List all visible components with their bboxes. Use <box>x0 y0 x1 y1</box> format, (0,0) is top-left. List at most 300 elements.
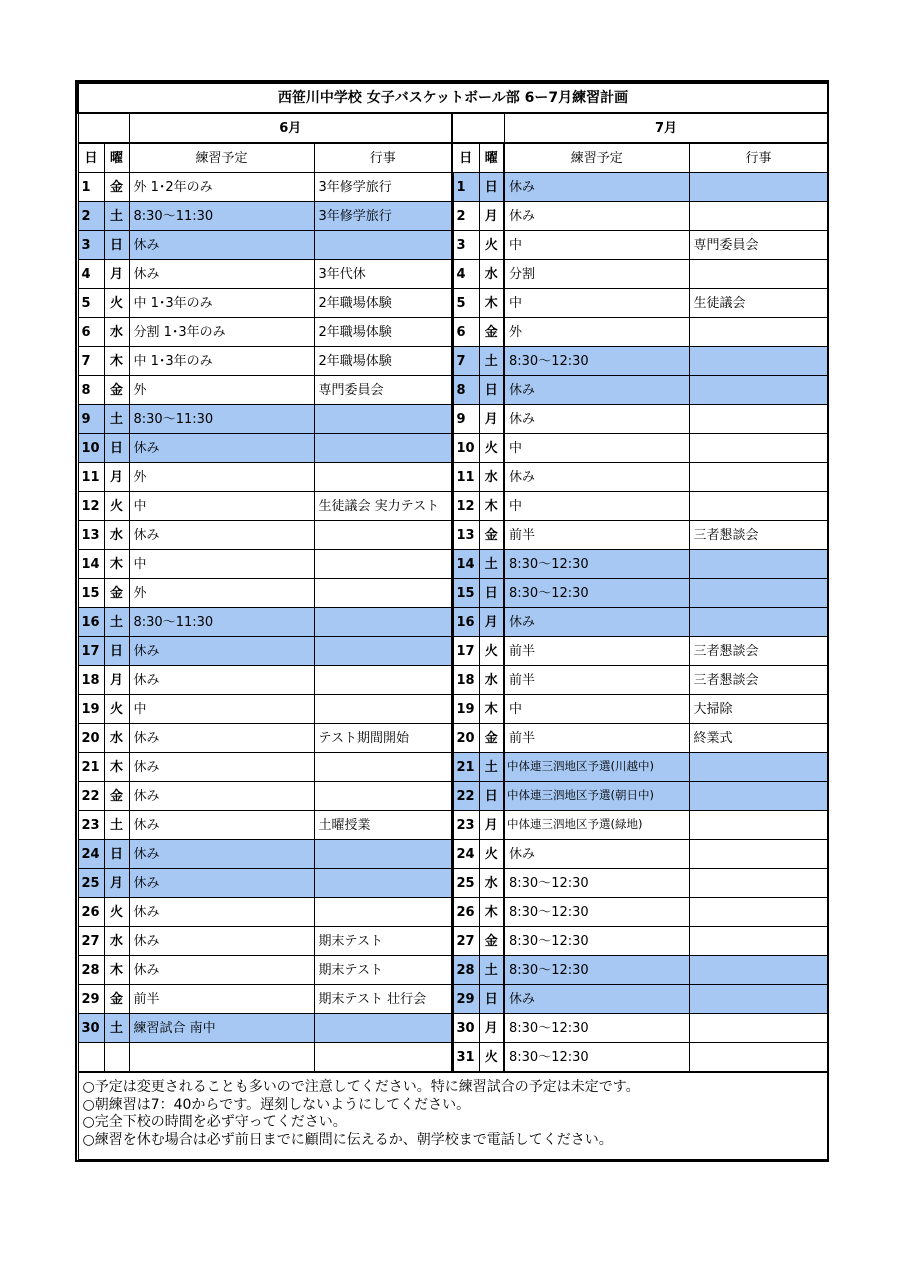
june-weekday-cell: 木 <box>104 347 129 376</box>
june-weekday-cell: 木 <box>104 753 129 782</box>
june-weekday-cell: 金 <box>104 782 129 811</box>
june-event-cell: 2年職場体験 <box>314 318 452 347</box>
june-plan-cell: 外 <box>129 463 314 492</box>
june-day-cell: 1 <box>78 173 104 202</box>
june-day-cell: 23 <box>78 811 104 840</box>
june-day-cell: 26 <box>78 898 104 927</box>
june-day-cell: 10 <box>78 434 104 463</box>
june-event-cell <box>314 695 452 724</box>
notes-row <box>78 1072 828 1160</box>
july-weekday-cell: 木 <box>479 695 504 724</box>
table-row <box>78 434 828 463</box>
june-event-cell <box>314 869 452 898</box>
table-row <box>78 695 828 724</box>
july-weekday-cell: 木 <box>479 492 504 521</box>
june-weekday-cell: 金 <box>104 376 129 405</box>
june-day-cell: 16 <box>78 608 104 637</box>
header-plan-july: 練習予定 <box>504 143 689 173</box>
july-event-cell: 三者懇談会 <box>689 637 828 666</box>
july-event-cell <box>689 434 828 463</box>
july-plan-cell: 8:30～12:30 <box>504 956 689 985</box>
july-event-cell <box>689 1014 828 1043</box>
july-event-cell <box>689 260 828 289</box>
june-event-cell: 期末テスト <box>314 956 452 985</box>
july-plan-cell: 休み <box>504 463 689 492</box>
july-event-cell <box>689 811 828 840</box>
july-plan-cell: 休み <box>504 985 689 1014</box>
table-row <box>78 724 828 753</box>
june-day-cell: 2 <box>78 202 104 231</box>
june-weekday-cell: 木 <box>104 956 129 985</box>
june-plan-cell: 休み <box>129 956 314 985</box>
july-weekday-cell: 火 <box>479 434 504 463</box>
table-row <box>78 753 828 782</box>
july-event-cell <box>689 492 828 521</box>
june-day-cell: 30 <box>78 1014 104 1043</box>
table-row <box>78 637 828 666</box>
june-day-cell: 21 <box>78 753 104 782</box>
july-event-cell <box>689 318 828 347</box>
june-plan-cell: 8:30～11:30 <box>129 608 314 637</box>
june-day-cell: 19 <box>78 695 104 724</box>
july-day-cell: 8 <box>452 376 479 405</box>
table-row <box>78 840 828 869</box>
practice-schedule-sheet <box>77 82 827 1160</box>
june-weekday-cell: 月 <box>104 463 129 492</box>
june-plan-cell: 休み <box>129 666 314 695</box>
july-plan-cell: 休み <box>504 840 689 869</box>
note-line: ○完全下校の時間を必ず守ってください。 <box>82 1114 347 1130</box>
july-event-cell <box>689 927 828 956</box>
july-weekday-cell: 木 <box>479 289 504 318</box>
july-day-cell: 17 <box>452 637 479 666</box>
june-weekday-cell: 月 <box>104 260 129 289</box>
june-event-cell: 3年修学旅行 <box>314 173 452 202</box>
header-dow-july: 曜 <box>479 143 504 173</box>
june-day-cell: 9 <box>78 405 104 434</box>
table-row <box>78 1014 828 1043</box>
july-weekday-cell: 火 <box>479 637 504 666</box>
june-weekday-cell: 土 <box>104 202 129 231</box>
july-event-cell: 生徒議会 <box>689 289 828 318</box>
july-day-cell: 24 <box>452 840 479 869</box>
june-plan-cell: 休み <box>129 724 314 753</box>
june-plan-cell: 休み <box>129 434 314 463</box>
july-day-cell: 29 <box>452 985 479 1014</box>
july-plan-cell: 8:30～12:30 <box>504 927 689 956</box>
july-weekday-cell: 月 <box>479 811 504 840</box>
july-event-cell <box>689 463 828 492</box>
july-event-cell <box>689 1043 828 1073</box>
july-plan-cell: 中 <box>504 289 689 318</box>
june-plan-cell: 中 1･3年のみ <box>129 347 314 376</box>
june-weekday-cell: 土 <box>104 811 129 840</box>
table-row <box>78 521 828 550</box>
june-event-cell <box>314 521 452 550</box>
july-weekday-cell: 日 <box>479 173 504 202</box>
july-day-cell: 23 <box>452 811 479 840</box>
july-day-cell: 26 <box>452 898 479 927</box>
july-day-cell: 2 <box>452 202 479 231</box>
june-event-cell <box>314 753 452 782</box>
july-plan-cell: 中 <box>504 434 689 463</box>
june-day-cell: 13 <box>78 521 104 550</box>
june-day-cell: 7 <box>78 347 104 376</box>
july-event-cell <box>689 782 828 811</box>
june-weekday-cell: 火 <box>104 492 129 521</box>
july-day-cell: 9 <box>452 405 479 434</box>
table-row <box>78 985 828 1014</box>
june-plan-cell: 休み <box>129 231 314 260</box>
july-event-cell: 三者懇談会 <box>689 666 828 695</box>
june-plan-cell: 中 <box>129 492 314 521</box>
june-weekday-cell: 金 <box>104 173 129 202</box>
table-row <box>78 173 828 202</box>
june-weekday-cell: 水 <box>104 927 129 956</box>
june-event-cell <box>314 1014 452 1043</box>
june-event-cell <box>314 840 452 869</box>
july-plan-cell: 休み <box>504 202 689 231</box>
june-plan-cell: 中 1･3年のみ <box>129 289 314 318</box>
june-plan-cell: 休み <box>129 811 314 840</box>
july-plan-cell: 8:30～12:30 <box>504 1014 689 1043</box>
note-line: ○練習を休む場合は必ず前日までに顧問に伝えるか、朝学校まで電話してください。 <box>82 1131 613 1148</box>
july-plan-cell: 8:30～12:30 <box>504 898 689 927</box>
header-day-june: 日 <box>78 143 104 173</box>
july-weekday-cell: 火 <box>479 1043 504 1073</box>
july-weekday-cell: 水 <box>479 869 504 898</box>
july-day-cell: 13 <box>452 521 479 550</box>
july-weekday-cell: 日 <box>479 579 504 608</box>
july-day-cell: 28 <box>452 956 479 985</box>
june-day-cell: 4 <box>78 260 104 289</box>
july-day-cell: 18 <box>452 666 479 695</box>
july-plan-cell: 中 <box>504 492 689 521</box>
june-weekday-cell: 土 <box>104 608 129 637</box>
july-weekday-cell: 日 <box>479 985 504 1014</box>
june-day-cell: 3 <box>78 231 104 260</box>
june-day-cell: 29 <box>78 985 104 1014</box>
july-event-cell <box>689 956 828 985</box>
table-row <box>78 347 828 376</box>
june-plan-cell: 外 <box>129 376 314 405</box>
june-event-cell: 土曜授業 <box>314 811 452 840</box>
june-weekday-cell: 日 <box>104 434 129 463</box>
june-plan-cell: 外 1･2年のみ <box>129 173 314 202</box>
month-label-july: 7月 <box>504 113 828 143</box>
july-event-cell <box>689 608 828 637</box>
table-row <box>78 202 828 231</box>
june-plan-cell: 休み <box>129 637 314 666</box>
july-event-cell <box>689 869 828 898</box>
july-day-cell: 3 <box>452 231 479 260</box>
june-event-cell <box>314 550 452 579</box>
june-plan-cell: 休み <box>129 260 314 289</box>
july-day-cell: 5 <box>452 289 479 318</box>
june-event-cell: 期末テスト 壮行会 <box>314 985 452 1014</box>
june-weekday-cell: 木 <box>104 550 129 579</box>
july-plan-cell: 前半 <box>504 666 689 695</box>
june-plan-cell: 休み <box>129 753 314 782</box>
july-plan-cell: 外 <box>504 318 689 347</box>
july-day-cell: 15 <box>452 579 479 608</box>
july-day-cell: 7 <box>452 347 479 376</box>
july-day-cell: 22 <box>452 782 479 811</box>
july-plan-cell: 前半 <box>504 637 689 666</box>
july-weekday-cell: 金 <box>479 724 504 753</box>
june-day-cell: 18 <box>78 666 104 695</box>
july-event-cell: 終業式 <box>689 724 828 753</box>
table-row <box>78 869 828 898</box>
july-weekday-cell: 水 <box>479 463 504 492</box>
july-weekday-cell: 金 <box>479 318 504 347</box>
header-day-july: 日 <box>452 143 479 173</box>
july-event-cell <box>689 347 828 376</box>
july-weekday-cell: 火 <box>479 231 504 260</box>
june-weekday-cell: 日 <box>104 231 129 260</box>
june-event-cell: 3年代休 <box>314 260 452 289</box>
june-plan-cell <box>129 1043 314 1073</box>
june-day-cell: 22 <box>78 782 104 811</box>
table-row <box>78 260 828 289</box>
july-day-cell: 25 <box>452 869 479 898</box>
july-day-cell: 14 <box>452 550 479 579</box>
july-weekday-cell: 土 <box>479 956 504 985</box>
july-event-cell <box>689 405 828 434</box>
june-event-cell <box>314 434 452 463</box>
table-row <box>78 811 828 840</box>
july-weekday-cell: 金 <box>479 927 504 956</box>
july-plan-cell: 8:30～12:30 <box>504 347 689 376</box>
july-plan-cell: 分割 <box>504 260 689 289</box>
june-day-cell: 11 <box>78 463 104 492</box>
june-day-cell: 25 <box>78 869 104 898</box>
june-event-cell <box>314 405 452 434</box>
header-plan-june: 練習予定 <box>129 143 314 173</box>
july-weekday-cell: 火 <box>479 840 504 869</box>
july-plan-cell: 中 <box>504 695 689 724</box>
july-day-cell: 20 <box>452 724 479 753</box>
june-event-cell <box>314 231 452 260</box>
june-day-cell: 28 <box>78 956 104 985</box>
june-weekday-cell: 土 <box>104 1014 129 1043</box>
july-weekday-cell: 日 <box>479 376 504 405</box>
july-plan-cell: 中 <box>504 231 689 260</box>
july-plan-cell: 前半 <box>504 521 689 550</box>
notes-block <box>78 1072 828 1160</box>
june-event-cell <box>314 637 452 666</box>
header-event-july: 行事 <box>689 143 828 173</box>
july-weekday-cell: 水 <box>479 666 504 695</box>
june-weekday-cell: 月 <box>104 869 129 898</box>
june-event-cell: 3年修学旅行 <box>314 202 452 231</box>
july-day-cell: 31 <box>452 1043 479 1073</box>
july-day-cell: 10 <box>452 434 479 463</box>
header-dow-june: 曜 <box>104 143 129 173</box>
table-row <box>78 318 828 347</box>
july-event-cell <box>689 840 828 869</box>
june-weekday-cell: 土 <box>104 405 129 434</box>
table-row <box>78 608 828 637</box>
july-weekday-cell: 土 <box>479 347 504 376</box>
june-weekday-cell <box>104 1043 129 1073</box>
june-weekday-cell: 水 <box>104 521 129 550</box>
june-day-cell: 12 <box>78 492 104 521</box>
june-event-cell <box>314 782 452 811</box>
july-event-cell: 大掃除 <box>689 695 828 724</box>
june-plan-cell: 休み <box>129 927 314 956</box>
table-row <box>78 463 828 492</box>
july-weekday-cell: 月 <box>479 405 504 434</box>
july-day-cell: 4 <box>452 260 479 289</box>
page-title: 西笹川中学校 女子バスケットボール部 6ー7月練習計画 <box>78 83 828 113</box>
july-plan-cell: 休み <box>504 376 689 405</box>
june-day-cell: 6 <box>78 318 104 347</box>
june-event-cell <box>314 1043 452 1073</box>
june-weekday-cell: 水 <box>104 724 129 753</box>
july-day-cell: 19 <box>452 695 479 724</box>
table-row <box>78 231 828 260</box>
july-plan-cell: 休み <box>504 173 689 202</box>
july-plan-cell: 8:30～12:30 <box>504 869 689 898</box>
july-plan-cell: 前半 <box>504 724 689 753</box>
schedule-table <box>77 82 829 1160</box>
july-event-cell <box>689 550 828 579</box>
june-day-cell: 8 <box>78 376 104 405</box>
june-day-cell: 5 <box>78 289 104 318</box>
june-weekday-cell: 日 <box>104 637 129 666</box>
july-day-cell: 16 <box>452 608 479 637</box>
july-plan-cell: 休み <box>504 608 689 637</box>
june-day-cell: 20 <box>78 724 104 753</box>
july-weekday-cell: 月 <box>479 1014 504 1043</box>
june-plan-cell: 中 <box>129 695 314 724</box>
july-event-cell <box>689 898 828 927</box>
june-event-cell <box>314 608 452 637</box>
june-event-cell: 期末テスト <box>314 927 452 956</box>
june-plan-cell: 休み <box>129 840 314 869</box>
june-day-cell: 17 <box>78 637 104 666</box>
table-row <box>78 898 828 927</box>
july-weekday-cell: 土 <box>479 550 504 579</box>
june-day-cell: 14 <box>78 550 104 579</box>
june-day-cell: 24 <box>78 840 104 869</box>
june-day-cell: 15 <box>78 579 104 608</box>
june-event-cell <box>314 666 452 695</box>
june-plan-cell: 分割 1･3年のみ <box>129 318 314 347</box>
june-plan-cell: 休み <box>129 782 314 811</box>
july-event-cell: 専門委員会 <box>689 231 828 260</box>
july-weekday-cell: 月 <box>479 202 504 231</box>
july-event-cell: 三者懇談会 <box>689 521 828 550</box>
july-day-cell: 27 <box>452 927 479 956</box>
june-weekday-cell: 月 <box>104 666 129 695</box>
july-plan-cell: 中体連三泗地区予選(川越中) <box>504 753 689 782</box>
june-plan-cell: 中 <box>129 550 314 579</box>
june-plan-cell: 8:30～11:30 <box>129 202 314 231</box>
table-row <box>78 666 828 695</box>
june-weekday-cell: 金 <box>104 985 129 1014</box>
header-event-june: 行事 <box>314 143 452 173</box>
july-day-cell: 21 <box>452 753 479 782</box>
july-weekday-cell: 土 <box>479 753 504 782</box>
june-weekday-cell: 日 <box>104 840 129 869</box>
june-event-cell <box>314 579 452 608</box>
june-event-cell: 専門委員会 <box>314 376 452 405</box>
table-row <box>78 289 828 318</box>
july-weekday-cell: 金 <box>479 521 504 550</box>
june-event-cell <box>314 898 452 927</box>
june-weekday-cell: 火 <box>104 898 129 927</box>
june-weekday-cell: 火 <box>104 695 129 724</box>
july-plan-cell: 8:30～12:30 <box>504 1043 689 1073</box>
july-plan-cell: 中体連三泗地区予選(朝日中) <box>504 782 689 811</box>
july-day-cell: 6 <box>452 318 479 347</box>
table-row <box>78 956 828 985</box>
july-weekday-cell: 月 <box>479 608 504 637</box>
note-line: ○朝練習は7：40からです。遅刻しないようにしてください。 <box>82 1096 471 1113</box>
july-plan-cell: 8:30～12:30 <box>504 550 689 579</box>
july-day-cell: 11 <box>452 463 479 492</box>
july-event-cell <box>689 202 828 231</box>
month-spacer-june <box>78 113 129 143</box>
june-weekday-cell: 火 <box>104 289 129 318</box>
july-weekday-cell: 木 <box>479 898 504 927</box>
table-row <box>78 550 828 579</box>
table-row <box>78 782 828 811</box>
july-event-cell <box>689 753 828 782</box>
june-event-cell: 2年職場体験 <box>314 347 452 376</box>
june-weekday-cell: 金 <box>104 579 129 608</box>
july-plan-cell: 休み <box>504 405 689 434</box>
table-row <box>78 405 828 434</box>
july-plan-cell: 中体連三泗地区予選(緑地) <box>504 811 689 840</box>
month-spacer-july <box>452 113 504 143</box>
june-plan-cell: 前半 <box>129 985 314 1014</box>
june-plan-cell: 8:30～11:30 <box>129 405 314 434</box>
june-weekday-cell: 水 <box>104 318 129 347</box>
june-day-cell: 27 <box>78 927 104 956</box>
july-plan-cell: 8:30～12:30 <box>504 579 689 608</box>
june-plan-cell: 休み <box>129 898 314 927</box>
june-plan-cell: 休み <box>129 521 314 550</box>
july-weekday-cell: 水 <box>479 260 504 289</box>
table-row <box>78 927 828 956</box>
july-event-cell <box>689 579 828 608</box>
table-row <box>78 492 828 521</box>
table-row <box>78 376 828 405</box>
june-plan-cell: 外 <box>129 579 314 608</box>
month-label-june: 6月 <box>129 113 452 143</box>
june-plan-cell: 休み <box>129 869 314 898</box>
july-event-cell <box>689 376 828 405</box>
june-plan-cell: 練習試合 南中 <box>129 1014 314 1043</box>
july-day-cell: 30 <box>452 1014 479 1043</box>
note-line: ○予定は変更されることも多いので注意してください。特に練習試合の予定は未定です。 <box>82 1079 640 1095</box>
june-day-cell <box>78 1043 104 1073</box>
july-weekday-cell: 日 <box>479 782 504 811</box>
july-day-cell: 1 <box>452 173 479 202</box>
table-row <box>78 1043 828 1073</box>
july-event-cell <box>689 173 828 202</box>
july-day-cell: 12 <box>452 492 479 521</box>
june-event-cell <box>314 463 452 492</box>
june-event-cell: テスト期間開始 <box>314 724 452 753</box>
june-event-cell: 生徒議会 実力テスト <box>314 492 452 521</box>
june-event-cell: 2年職場体験 <box>314 289 452 318</box>
table-row <box>78 579 828 608</box>
july-event-cell <box>689 985 828 1014</box>
